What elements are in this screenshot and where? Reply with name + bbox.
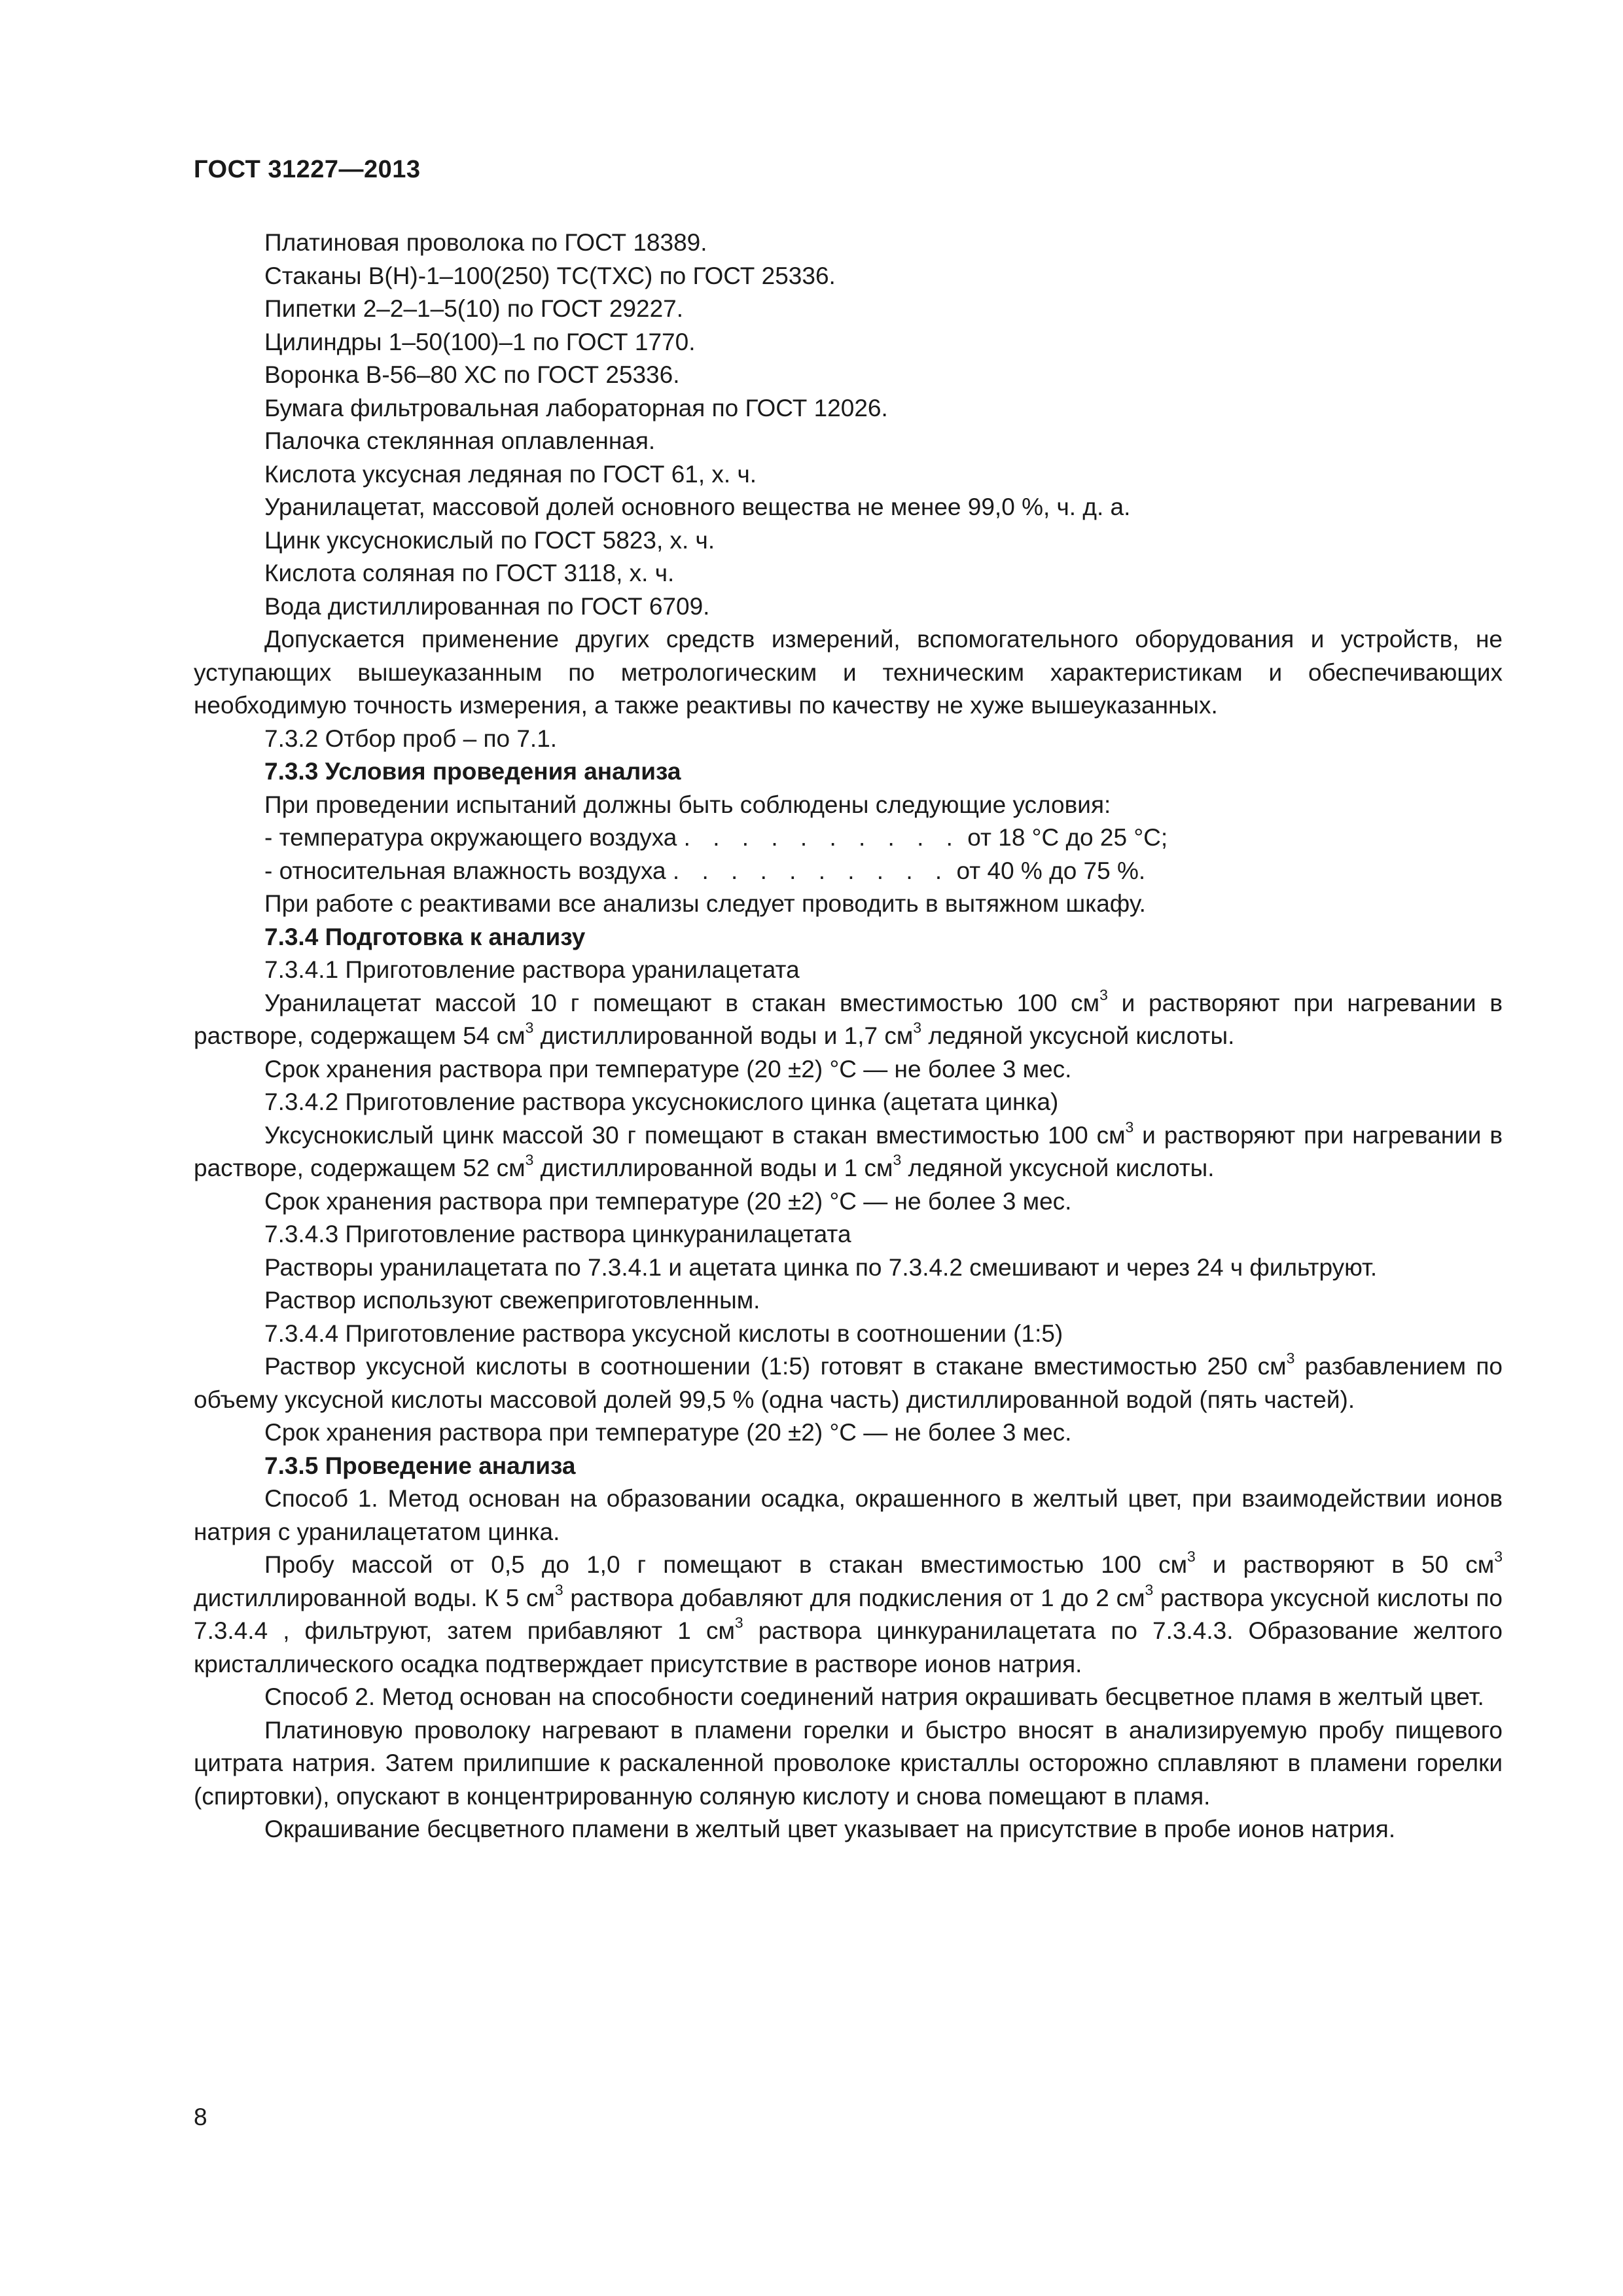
method-1-procedure: Пробу массой от 0,5 до 1,0 г помещают в стакан вместимостью 100 $см^3$ и растворяют в 50 $см^3$ дистиллированной воды. К 5 $см^3$ раствора добавляют для подкисления от 1 до 2 $см^3$ раствора уксусной кислоты по 7.3.4.4 , фильтруют, затем прибавляют 1 $см^3$ раствора цинкуранилацетата по 7.3.4.3. Образование желтого кристаллического осадка подтверждает присутствие в растворе ионов натрия. bbox=[194, 1547, 1503, 1677]
doc-header: ГОСТ 31227—2013 bbox=[194, 156, 421, 183]
condition-label: - относительная влажность воздуха bbox=[264, 857, 666, 884]
condition-temperature bbox=[194, 821, 1503, 855]
method-2-description: Способ 2. Метод основан на способности соединений натрия окрашивать бесцветное пламя в желтый цвет. bbox=[264, 1683, 1484, 1710]
section-7-3-4-3-text2: Раствор используют свежеприготовленным. bbox=[264, 1287, 760, 1314]
method-1-description: Способ 1. Метод основан на образовании осадка, окрашенного в желтый цвет, при взаимодействии ионов натрия с уранилацетатом цинка. bbox=[194, 1485, 1503, 1545]
leader-dots: . . . . . . . . . . bbox=[683, 824, 961, 851]
equipment-item: Стаканы В(Н)-1–100(250) ТС(ТХС) по ГОСТ 25336. bbox=[264, 262, 836, 289]
condition-humidity bbox=[194, 855, 1503, 888]
storage-note: Срок хранения раствора при температуре (20 ±2) °С — не более 3 мес. bbox=[264, 1187, 1072, 1215]
equipment-item: Пипетки 2–2–1–5(10) по ГОСТ 29227. bbox=[264, 295, 684, 322]
section-7-3-4-4-text: Раствор уксусной кислоты в соотношении (1:5) готовят в стакане вместимостью 250 $см^3$ разбавлением по объему уксусной кислоты массовой долей 99,5 % (одна часть) дистиллированной водой (пять частей). bbox=[194, 1349, 1503, 1413]
section-7-3-4-2-title: 7.3.4.2 Приготовление раствора уксуснокислого цинка (ацетата цинка) bbox=[264, 1088, 1059, 1115]
equipment-item: Воронка В-56–80 ХС по ГОСТ 25336. bbox=[264, 361, 680, 388]
storage-note: Срок хранения раствора при температуре (20 ±2) °С — не более 3 мес. bbox=[264, 1419, 1072, 1446]
method-2-result: Окрашивание бесцветного пламени в желтый цвет указывает на присутствие в пробе ионов натрия. bbox=[264, 1816, 1396, 1842]
section-7-3-5-heading: 7.3.5 Проведение анализа bbox=[264, 1452, 576, 1479]
conditions-intro: При проведении испытаний должны быть соблюдены следующие условия: bbox=[264, 791, 1111, 818]
section-7-3-4-1-title: 7.3.4.1 Приготовление раствора уранилацетата bbox=[264, 956, 800, 983]
leader-dots: . . . . . . . . . . bbox=[672, 857, 950, 884]
equipment-item: Кислота уксусная ледяная по ГОСТ 61, х. ч. bbox=[264, 460, 757, 488]
section-7-3-2: 7.3.2 Отбор проб – по 7.1. bbox=[264, 725, 558, 752]
page-number: 8 bbox=[194, 2104, 207, 2130]
section-7-3-3-heading: 7.3.3 Условия проведения анализа bbox=[264, 758, 681, 785]
equipment-item: Цилиндры 1–50(100)–1 по ГОСТ 1770. bbox=[264, 328, 696, 355]
allowed-substitution-paragraph: Допускается применение других средств измерений, вспомогательного оборудования и устройств, не уступающих вышеуказанным по метрологическим и техническим характеристикам и обеспечивающих необходимую точность измерения, а также реактивы по качеству не хуже вышеуказанных. bbox=[194, 626, 1503, 719]
section-7-3-4-3-title: 7.3.4.3 Приготовление раствора цинкуранилацетата bbox=[264, 1221, 851, 1247]
section-7-3-4-4-title: 7.3.4.4 Приготовление раствора уксусной кислоты в соотношении (1:5) bbox=[264, 1319, 1063, 1347]
equipment-item: Платиновая проволока по ГОСТ 18389. bbox=[264, 229, 707, 256]
condition-label: - температура окружающего воздуха bbox=[264, 824, 677, 851]
equipment-item: Палочка стеклянная оплавленная. bbox=[264, 427, 656, 454]
doc-body bbox=[194, 226, 1503, 1846]
storage-note: Срок хранения раствора при температуре (20 ±2) °С — не более 3 мес. bbox=[264, 1055, 1072, 1083]
section-7-3-4-heading: 7.3.4 Подготовка к анализу bbox=[264, 923, 586, 950]
section-7-3-4-3-text: Растворы уранилацетата по 7.3.4.1 и ацетата цинка по 7.3.4.2 смешивают и через 24 ч фильтруют. bbox=[264, 1253, 1378, 1281]
equipment-item: Бумага фильтровальная лабораторная по ГОСТ 12026. bbox=[264, 394, 888, 422]
equipment-item: Вода дистиллированная по ГОСТ 6709. bbox=[264, 592, 710, 620]
section-7-3-4-2-text: Уксуснокислый цинк массой 30 г помещают в стакан вместимостью 100 $см^3$ и растворяют при нагревании в растворе, содержащем 52 $см^3$ дистиллированной воды и 1 $см^3$ ледяной уксусной кислоты. bbox=[194, 1118, 1503, 1181]
equipment-item: Цинк уксуснокислый по ГОСТ 5823, х. ч. bbox=[264, 526, 715, 554]
method-2-procedure: Платиновую проволоку нагревают в пламени горелки и быстро вносят в анализируемую пробу пищевого цитрата натрия. Затем прилипшие к раскаленной проволоке кристаллы осторожно сплавляют в пламени горелки (спиртовки), опускают в концентрированную соляную кислоту и снова помещают в пламя. bbox=[194, 1716, 1503, 1810]
equipment-item: Уранилацетат, массовой долей основного вещества не менее 99,0 %, ч. д. а. bbox=[264, 493, 1131, 520]
equipment-item: Кислота соляная по ГОСТ 3118, х. ч. bbox=[264, 560, 675, 586]
fume-hood-note: При работе с реактивами все анализы следует проводить в вытяжном шкафу. bbox=[264, 890, 1146, 917]
condition-value: от 18 °С до 25 °С; bbox=[967, 824, 1168, 851]
section-7-3-4-1-text: Уранилацетат массой 10 г помещают в стакан вместимостью 100 $см^3$ и растворяют при нагревании в растворе, содержащем 54 $см^3$ дистиллированной воды и 1,7 $см^3$ ледяной уксусной кислоты. bbox=[194, 986, 1503, 1049]
condition-value: от 40 % до 75 %. bbox=[956, 857, 1146, 884]
